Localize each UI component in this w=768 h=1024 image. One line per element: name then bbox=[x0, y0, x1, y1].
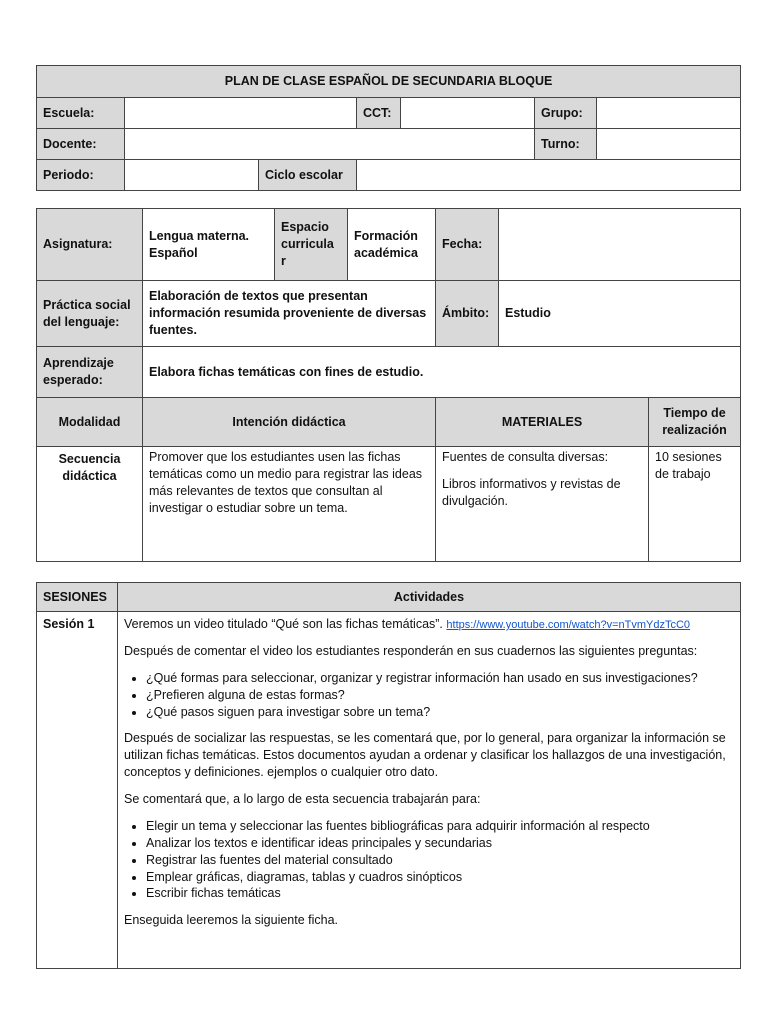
practica-value: Elaboración de textos que presentan información resumida proveniente de diversas fuentes. bbox=[143, 281, 436, 347]
list-item: • ¿Qué formas para seleccionar, organizar y registrar información han usado en sus investigaciones? bbox=[146, 670, 734, 687]
list-item: • Analizar los textos e identificar ideas principales y secundarias bbox=[146, 835, 734, 852]
intencion-value: Promover que los estudiantes usen las fichas temáticas como un medio para registrar las ideas más relevantes de textos que consultan al investigar o estudiar sobre un tema. bbox=[143, 447, 436, 562]
materiales-cell bbox=[436, 447, 649, 562]
activity-paragraph-5: Enseguida leeremos la siguiente ficha. bbox=[124, 913, 339, 928]
activity-paragraph-2: Después de comentar el video los estudiantes responderán en sus cuadernos las siguientes preguntas: bbox=[124, 643, 698, 658]
formacion-academica: Formación académica bbox=[348, 209, 436, 281]
sessions-table bbox=[36, 582, 741, 969]
cct-field[interactable] bbox=[401, 98, 535, 129]
materiales-line-1: Fuentes de consulta diversas: bbox=[442, 450, 609, 464]
espacio-curricular: Espacio curricula r bbox=[275, 209, 348, 281]
list-item: • ¿Qué pasos siguen para investigar sobre un tema? bbox=[146, 704, 734, 721]
grupo-label: Grupo: bbox=[535, 98, 597, 129]
ciclo-field[interactable] bbox=[357, 160, 741, 191]
turno-label: Turno: bbox=[535, 129, 597, 160]
video-intro-text: Veremos un video titulado “Qué son las fichas temáticas”. bbox=[124, 617, 443, 631]
aprendizaje-label: Aprendizaje esperado: bbox=[37, 347, 143, 398]
tiempo-value: 10 sesiones de trabajo bbox=[649, 447, 741, 562]
list-item: • Emplear gráficas, diagramas, tablas y cuadros sinópticos bbox=[146, 869, 734, 886]
cct-label: CCT: bbox=[357, 98, 401, 129]
session-activities bbox=[118, 612, 741, 969]
list-item: • ¿Prefieren alguna de estas formas? bbox=[146, 687, 734, 704]
fecha-label: Fecha: bbox=[436, 209, 499, 281]
header-table bbox=[36, 65, 741, 191]
col-tiempo: Tiempo de realización bbox=[649, 398, 741, 447]
list-item: • Registrar las fuentes del material consultado bbox=[146, 852, 734, 869]
turno-field[interactable] bbox=[597, 129, 741, 160]
practica-label: Práctica social del lenguaje: bbox=[37, 281, 143, 347]
asignatura-value: Lengua materna. Español bbox=[143, 209, 275, 281]
activity-paragraph-3: Después de socializar las respuestas, se les comentará que, por lo general, para organizar la información se utilizan fichas temáticas. Estos documentos ayudan a ordenar y clasificar los hallazgos de una investigación, conceptos y definiciones. ejemplos o cualquier otro dato. bbox=[124, 731, 726, 780]
video-link[interactable]: https://www.youtube.com/watch?v=nTvmYdzTcC0 bbox=[446, 619, 691, 631]
fecha-field[interactable] bbox=[499, 209, 741, 281]
info-table bbox=[36, 208, 741, 562]
plan-title: PLAN DE CLASE ESPAÑOL DE SECUNDARIA BLOQUE bbox=[37, 66, 741, 98]
periodo-label: Periodo: bbox=[37, 160, 125, 191]
docente-field[interactable] bbox=[125, 129, 535, 160]
col-sesiones: SESIONES bbox=[37, 583, 118, 612]
col-materiales: MATERIALES bbox=[436, 398, 649, 447]
docente-label: Docente: bbox=[37, 129, 125, 160]
questions-list bbox=[124, 670, 734, 721]
escuela-field[interactable] bbox=[125, 98, 357, 129]
session-label: Sesión 1 bbox=[37, 612, 118, 969]
ambito-label: Ámbito: bbox=[436, 281, 499, 347]
activity-paragraph-1 bbox=[124, 616, 734, 633]
modalidad-value: Secuencia didáctica bbox=[37, 447, 143, 562]
col-intencion: Intención didáctica bbox=[143, 398, 436, 447]
aprendizaje-value: Elabora fichas temáticas con fines de estudio. bbox=[143, 347, 741, 398]
list-item: • Elegir un tema y seleccionar las fuentes bibliográficas para adquirir información al respecto bbox=[146, 818, 734, 835]
col-modalidad: Modalidad bbox=[37, 398, 143, 447]
ambito-value: Estudio bbox=[499, 281, 741, 347]
ciclo-label: Ciclo escolar bbox=[259, 160, 357, 191]
col-actividades: Actividades bbox=[118, 583, 741, 612]
goals-list bbox=[124, 818, 734, 902]
escuela-label: Escuela: bbox=[37, 98, 125, 129]
list-item: • Escribir fichas temáticas bbox=[146, 885, 734, 902]
grupo-field[interactable] bbox=[597, 98, 741, 129]
periodo-field[interactable] bbox=[125, 160, 259, 191]
activity-paragraph-4: Se comentará que, a lo largo de esta secuencia trabajarán para: bbox=[124, 792, 481, 806]
materiales-line-2: Libros informativos y revistas de divulgación. bbox=[442, 476, 621, 508]
asignatura-label: Asignatura: bbox=[37, 209, 143, 281]
